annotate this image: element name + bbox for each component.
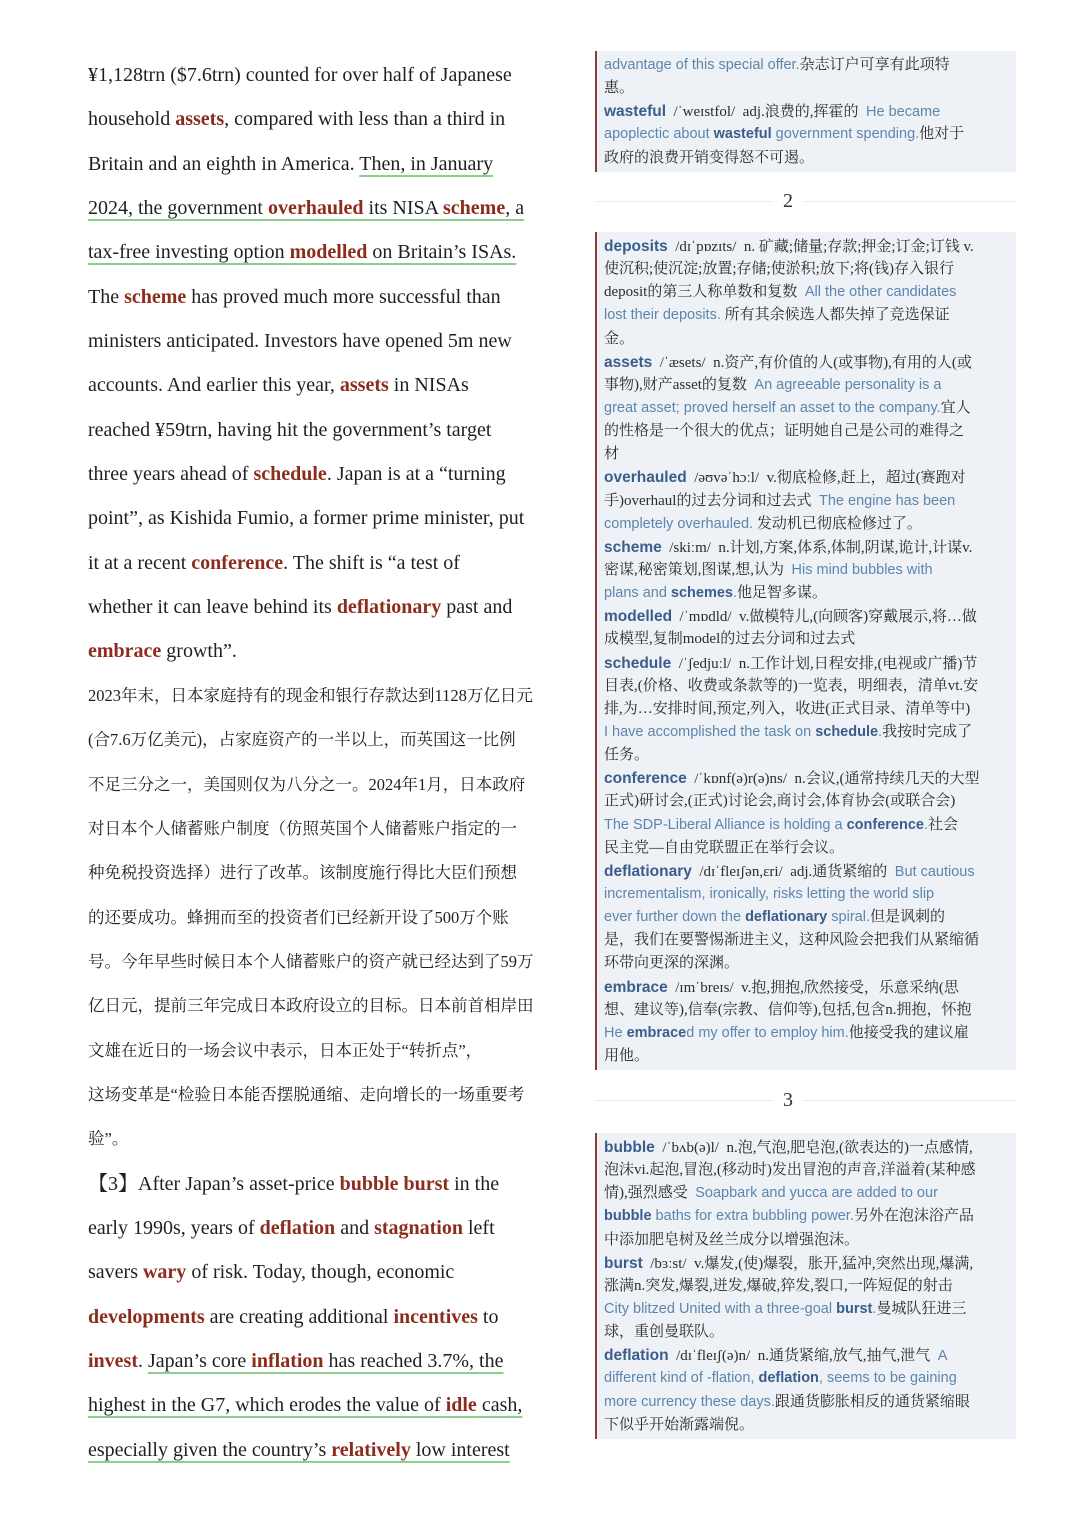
vocab-line [604,675,1012,698]
translation-line [88,763,580,807]
vocab-definition: 使沉积;使沉淀;放置;存储;使淤积;放下;将(钱)存入银行 [604,261,954,278]
vocab-line [604,466,1012,489]
article-text: 不足三分之一，美国则仅为八分之一。2024年1月，日本政府 [88,774,526,794]
vocab-line [604,258,1012,281]
vocab-line [604,328,1012,351]
vocab-line [604,790,1012,813]
vocab-definition: /bɜːst/ v.爆发,(使)爆裂，胀开,猛冲,突然出现,爆满, [642,1255,974,1272]
keyword-highlight: wary [142,1261,187,1284]
vocab-definition: 但是讽刺的 [869,909,945,926]
article-text: 号。今年早些时候日本个人储蓄账户的资产就已经达到了59万 [88,951,534,971]
article-line [88,408,580,452]
vocab-definition: /əʊvəˈhɔːl/ v.彻底检修,赶上，超过(赛跑对 [686,470,966,487]
example-sentence: , seems to be gaining [818,1370,957,1387]
article-line [88,1295,580,1339]
vocab-headword: modelled [604,608,673,626]
translation-line [88,807,580,851]
example-sentence: government spending. [771,126,920,143]
keyword-highlight: assets [175,108,225,131]
example-sentence: lost their deposits. [604,307,721,324]
vocab-line [604,883,1012,906]
article-text: to [477,1305,499,1328]
vocab-definition: /dɪˈfleɪʃən,ɛri/ adj.通货紧缩的 [691,863,895,880]
vocab-line [604,1045,1012,1068]
article-text: in the [449,1172,500,1195]
example-sentence: spiral. [827,909,870,926]
vocab-headword: deflation [604,1347,669,1365]
article-text: ¥1,128trn ($7.6trn) counted for over half of Japanese [88,64,512,86]
keyword-highlight: embrace [88,640,162,663]
vocab-definition: /ˈweɪstfol/ adj.浪费的,挥霍的 [666,104,866,121]
vocab-definition: 情),强烈感受 [604,1185,696,1202]
example-sentence: The SDP-Liberal Alliance is holding a [604,816,847,833]
example-sentence: incrementalism, ironically, risks letting the world slip [604,885,935,902]
keyword-highlight: stagnation [374,1216,463,1239]
article-line [88,319,580,363]
keyword-highlight: assets [339,374,389,397]
vocab-line [604,281,1012,304]
vocab-line [604,1414,1012,1437]
vocab-definition: 另外在泡沫浴产品 [853,1208,974,1225]
vocab-line [604,1136,1012,1159]
article-line [88,363,580,407]
vocab-definition: 事物),财产asset的复数 [604,376,755,393]
vocab-definition: 他对于 [919,126,965,143]
article-text: ministers anticipated. Investors have opened 5m new [88,330,512,353]
article-line [88,275,580,319]
example-keyword: conference [846,816,924,833]
example-sentence: He [604,1024,627,1041]
vocab-definition: 惠。 [604,80,635,97]
keyword-highlight: deflation [259,1216,336,1239]
example-sentence: I have accomplished the task on [604,723,816,740]
article-line [88,1250,580,1294]
keyword-highlight: deflationary [336,596,442,619]
vocab-definition: 他接受我的建议雇 [848,1024,969,1041]
article-text: three years ahead of [88,463,254,486]
article-line [88,1206,580,1250]
vocab-definition: 用他。 [604,1047,650,1064]
vocab-line [604,652,1012,675]
article-line [88,53,580,97]
article-text: , compared with less than a third in [224,108,506,131]
vocab-definition: 杂志订户可享有此项特 [799,57,950,73]
article-line [88,585,580,629]
vocab-definition: 政府的浪费开销变得怒不可遏。 [604,149,815,166]
vocab-line [604,1344,1012,1367]
vocab-line [604,698,1012,721]
example-sentence: apoplectic about [604,126,714,143]
example-sentence: . [872,1300,877,1317]
example-sentence: A [937,1348,948,1365]
article-text: reached ¥59trn, having hit the government’s target [88,418,492,441]
article-text: , a [505,197,525,220]
vocab-definition: 我按时完成了 [882,723,973,740]
vocab-definition: /skiːm/ n.计划,方案,体系,体制,阴谋,诡计,计谋v. [661,539,973,556]
vocab-line [604,952,1012,975]
vocab-line [604,1229,1012,1252]
vocab-definition: 金。 [604,330,635,347]
vocab-line [604,490,1012,513]
vocab-definition: 社会 [928,816,959,833]
vocab-headword: overhauled [604,469,687,487]
vocab-line [604,906,1012,929]
article-text: and [335,1216,375,1239]
vocab-line [604,559,1012,582]
vocab-definition: 中添加肥皂树及丝兰成分以增强泡沫。 [604,1231,860,1248]
article-text: on Britain’s ISAs. [367,241,517,264]
example-sentence: ever further down the [604,909,746,926]
example-sentence: more currency these days. [604,1393,775,1410]
vocab-headword: schedule [604,654,672,672]
example-sentence: City blitzed United with a three-goal [604,1300,837,1317]
example-sentence: . [878,723,883,740]
example-sentence: An agreeable personality is a [754,376,942,393]
example-sentence: Soapbark and yucca are added to our [695,1185,938,1202]
vocab-line [604,582,1012,605]
article-text: past and [441,596,513,619]
example-sentence: plans and [604,585,671,602]
vocab-line [604,54,1012,77]
example-sentence: baths for extra bubbling power. [651,1208,854,1225]
article-text: in NISAs [388,374,469,397]
vocab-definition: 曼城队狂进三 [876,1300,967,1317]
english-paragraph [88,53,580,674]
vocab-box [595,232,1016,1070]
example-keyword: bubble [604,1208,652,1225]
example-sentence: The engine has been [818,492,956,509]
translation-line [88,1029,580,1073]
article-text: 对日本个人储蓄账户制度（仿照英国个人储蓄账户指定的一 [88,818,517,838]
chinese-translation [88,674,580,1162]
vocab-line [604,235,1012,258]
vocab-line [604,397,1012,420]
vocab-definition: 他足智多谋。 [737,585,828,602]
vocab-line [604,860,1012,883]
vocab-definition: 的性格是一个很大的优点；证明她自己是公司的难得之 [604,423,965,440]
article-text: are creating additional [204,1305,394,1328]
vocab-definition: 任务。 [604,747,650,764]
article-text: has proved much more successful than [186,285,501,308]
keyword-highlight: relatively [331,1438,411,1461]
vocab-definition: 发动机已彻底检修过了。 [753,515,922,532]
vocab-box [595,1133,1016,1439]
vocab-line [604,147,1012,170]
article-text: 的还要成功。蜂拥而至的投资者们已经新开设了500万个账 [88,907,509,927]
article-line [88,1162,580,1206]
translation-line [88,674,580,718]
keyword-highlight: incentives [393,1305,478,1328]
article-text: it at a recent [88,551,192,574]
vocab-line [604,304,1012,327]
article-text: of risk. Today, though, economic [186,1261,455,1284]
example-sentence: All the other candidates [804,284,957,301]
translation-line [88,718,580,762]
vocab-definition: 材 [604,446,620,463]
vocab-definition: 环带向更深的深渊。 [604,955,740,972]
article-column [88,53,580,1472]
vocab-definition: /ɪmˈbreɪs/ v.抱,拥抱,欣然接受，乐意采纳(思 [667,979,959,996]
example-keyword: burst [836,1300,873,1317]
vocab-headword: deflationary [604,862,692,880]
section-number: 3 [783,1089,793,1111]
article-text: left [462,1216,495,1239]
vocab-line [604,976,1012,999]
article-text: 这场变革是“检验日本能否摆脱通缩、走向增长的一场重要考 [88,1084,525,1104]
article-text: has reached 3.7%, the [323,1349,504,1372]
vocab-line [604,420,1012,443]
keyword-highlight: developments [88,1305,205,1328]
article-line [88,629,580,673]
vocab-definition: 排,为…安排时间,预定,列入，收进(正式目录、清单等中) [604,700,971,717]
vocab-headword: assets [604,353,653,371]
article-line [88,186,580,230]
vocab-definition: 所有其余候选人都失掉了竞选保证 [720,307,950,324]
article-text: 亿日元，提前三年完成日本政府设立的目标。日本前首相岸田 [88,996,534,1016]
article-text: Britain and an eighth in America. [88,152,360,175]
vocab-line [604,1182,1012,1205]
vocab-line [604,999,1012,1022]
keyword-highlight: schedule [253,463,327,486]
article-text: its NISA [363,197,443,220]
article-text: highest in the G7, which erodes the value of [88,1394,446,1417]
article-text: especially given the country’s [88,1438,332,1461]
keyword-highlight: inflation [251,1349,324,1372]
article-line [88,1339,580,1383]
vocab-definition: 手)overhaul的过去分词和过去式 [604,492,819,509]
vocab-line [604,1391,1012,1414]
article-text: 2023年末，日本家庭持有的现金和银行存款达到1128万亿日元 [88,685,533,705]
english-paragraph [88,1162,580,1472]
keyword-highlight: invest [88,1349,138,1372]
vocab-line [604,1252,1012,1275]
example-sentence: . [923,816,929,833]
article-text: early 1990s, years of [88,1216,260,1239]
vocab-definition: 下似乎开始渐露端倪。 [604,1416,755,1433]
vocab-line [604,1367,1012,1390]
vocab-definition: 密谋,秘密策划,图谋,想,认为 [604,561,792,578]
article-text: . Japan is at a “turning [326,463,506,486]
vocab-definition: deposit的第三人称单数和复数 [604,284,805,301]
vocab-definition: /ˈmɒdld/ v.做模特儿,(向顾客)穿戴展示,将…做 [672,609,977,626]
section-number: 2 [783,190,793,212]
article-line [88,97,580,141]
article-text: 验”。 [88,1129,129,1149]
vocab-line [604,814,1012,837]
vocab-line [604,1159,1012,1182]
article-text: The [88,285,125,308]
example-sentence: He became [866,104,941,121]
example-keyword: deflation [758,1370,819,1387]
article-line [88,452,580,496]
article-text: 种免税投资选择）进行了改革。该制度施行得比大臣们预想 [88,863,517,883]
keyword-highlight: modelled [289,241,368,264]
keyword-highlight: scheme [443,197,506,220]
article-text: 文雄在近日的一场会议中表示，日本正处于“转折点”， [88,1040,483,1060]
example-sentence: . [733,585,738,602]
vocab-definition: 涨满n.突发,爆裂,迸发,爆破,猝发,裂口,一阵短促的射击 [604,1277,953,1294]
vocab-line [604,767,1012,790]
example-sentence: But cautious [894,863,975,880]
example-sentence: His mind bubbles with [791,561,933,578]
article-line [88,1383,580,1427]
example-keyword: wasteful [713,126,772,143]
example-keyword: schedule [815,723,879,740]
article-text: growth”. [161,640,237,663]
vocab-line [604,1022,1012,1045]
article-text: savers [88,1261,143,1284]
article-text: tax-free investing option [88,241,290,264]
article-text: point”, as Kishida Fumio, a former prime minister, put [88,507,525,530]
keyword-highlight: idle [445,1394,477,1417]
example-sentence: different kind of -flation, [604,1370,759,1387]
keyword-highlight: scheme [124,285,187,308]
vocab-line [604,929,1012,952]
vocab-definition: 宜人 [940,399,971,416]
vocab-line [604,443,1012,466]
vocab-line [604,123,1012,146]
example-sentence: d my offer to employ him. [686,1024,849,1041]
translation-line [88,1117,580,1161]
article-text: (合7.6万亿美元)，占家庭资产的一半以上，而英国这一比例 [88,730,516,750]
vocab-headword: scheme [604,538,662,556]
example-keyword: embrace [626,1024,687,1041]
article-text: household [88,108,176,131]
vocab-definition: 跟通货膨胀相反的通货紧缩眼 [774,1393,970,1410]
vocab-line [604,374,1012,397]
translation-line [88,984,580,1028]
vocab-definition: 民主党—自由党联盟正在举行会议。 [604,839,845,856]
vocab-headword: bubble [604,1139,655,1156]
vocab-headword: embrace [604,978,668,996]
article-text: Japan’s core [148,1349,252,1372]
vocab-line [604,100,1012,123]
vocab-box [595,51,1016,172]
article-text: accounts. And earlier this year, [88,374,340,397]
vocab-headword: conference [604,770,687,788]
article-text: 2024, the government [88,197,268,220]
article-line [88,541,580,585]
vocab-line [604,77,1012,100]
vocab-definition: 目表,(价格、收费或条款等的)一览表，明细表，清单vt.安 [604,677,979,694]
vocab-definition: 泡沫vi.起泡,冒泡,(移动时)发出冒泡的声音,洋溢着(某种感 [604,1162,976,1179]
example-sentence: great asset; proved herself an asset to the company. [604,399,941,416]
article-line [88,1428,580,1472]
vocab-headword: burst [604,1254,643,1272]
vocab-headword: wasteful [604,103,667,121]
vocab-line [604,1205,1012,1228]
vocab-definition: /dɪˈfleɪʃ(ə)n/ n.通货紧缩,放气,抽气,泄气 [668,1348,938,1365]
article-text: whether it can leave behind its [88,596,337,619]
article-text: . The shift is “a test of [283,551,460,574]
example-keyword: deflationary [745,909,828,926]
example-sentence: completely overhauled. [604,515,754,532]
translation-line [88,896,580,940]
vocab-definition: /ˈʃedjuːl/ n.工作计划,日程安排,(电视或广播)节 [671,655,978,672]
example-sentence: advantage of this special offer. [604,57,800,73]
vocab-line [604,1298,1012,1321]
vocab-line [604,1321,1012,1344]
keyword-highlight: overhauled [267,197,364,220]
translation-line [88,940,580,984]
vocab-definition: 是，我们在要警惕渐进主义，这种风险会把我们从紧缩循 [604,932,980,949]
article-text: low interest [410,1438,510,1461]
keyword-highlight: conference [191,551,284,574]
article-text: 【3】After Japan’s asset-price [88,1172,340,1195]
vocab-line [604,1275,1012,1298]
vocab-line [604,721,1012,744]
article-line [88,142,580,186]
vocab-line [604,605,1012,628]
article-text: Then, in January [359,152,494,175]
translation-line [88,1073,580,1117]
vocab-line [604,536,1012,559]
vocab-definition: 想、建议等),信奉(宗教、信仰等),包括,包含n.拥抱，怀抱 [604,1001,972,1018]
vocab-definition: 球，重创曼联队。 [604,1324,725,1341]
vocab-line [604,744,1012,767]
vocab-definition: /ˈæsets/ n.资产,有价值的人(或事物),有用的人(或 [652,354,972,371]
vocab-line [604,351,1012,374]
example-keyword: schemes [670,585,733,602]
article-text: cash, [476,1394,523,1417]
translation-line [88,851,580,895]
vocab-definition: /ˈkɒnf(ə)r(ə)ns/ n.会议,(通常持续几天的大型 [686,771,980,788]
vocab-line [604,837,1012,860]
article-line [88,496,580,540]
vocab-definition: 正式)研讨会,(正式)讨论会,商讨会,体育协会(或联合会) [604,793,956,810]
vocab-definition: /dɪˈpɒzɪts/ n. 矿藏;储量;存款;押金;订金;订钱 v. [667,239,974,255]
vocab-headword: deposits [604,238,668,255]
vocab-line [604,513,1012,536]
article-line [88,230,580,274]
vocab-line [604,628,1012,651]
vocab-definition: /ˈbʌb(ə)l/ n.泡,气泡,肥皂泡,(欲表达的)一点感情, [654,1140,973,1156]
keyword-highlight: bubble burst [339,1172,450,1195]
vocab-definition: 成模型,复制model的过去分词和过去式 [604,631,856,648]
article-text: . [138,1349,148,1372]
